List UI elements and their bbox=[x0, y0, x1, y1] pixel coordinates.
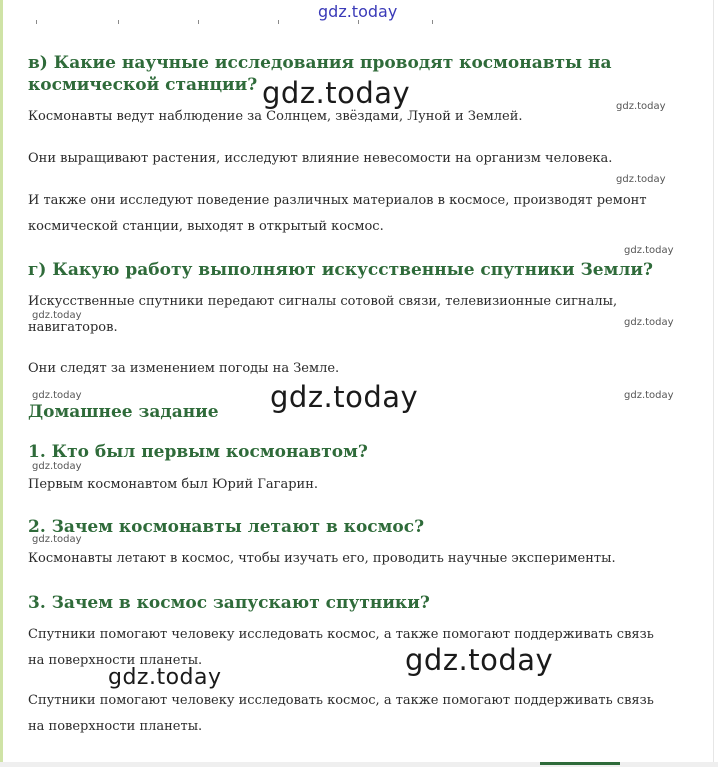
paragraph-v-3-line1: И также они исследуют поведение различных материалов в космосе, производят ремонт bbox=[28, 193, 647, 208]
heading-v-line2: космической станции? bbox=[28, 75, 258, 95]
right-border bbox=[713, 0, 714, 767]
watermark-small: gdz.today bbox=[32, 390, 82, 401]
watermark-large: gdz.today bbox=[108, 665, 222, 690]
heading-homework: Домашнее задание bbox=[28, 402, 219, 422]
answer-q3-1-line2: на поверхности планеты. bbox=[28, 653, 203, 668]
paragraph-g-1-line2: навигаторов. bbox=[28, 320, 118, 335]
watermark-small: gdz.today bbox=[624, 390, 674, 401]
paragraph-v-2: Они выращивают растения, исследуют влияние невесомости на организм человека. bbox=[28, 151, 613, 166]
watermark-small: gdz.today bbox=[616, 101, 666, 112]
bottom-accent bbox=[540, 762, 620, 765]
watermark-large: gdz.today bbox=[270, 380, 419, 414]
answer-q3-2-line2: на поверхности планеты. bbox=[28, 719, 203, 734]
answer-q3-1-line1: Спутники помогают человеку исследовать космос, а также помогают поддерживать связь bbox=[28, 627, 654, 642]
watermark-small: gdz.today bbox=[624, 317, 674, 328]
watermark-small: gdz.today bbox=[32, 461, 82, 472]
paragraph-v-3-line2: космической станции, выходят в открытый космос. bbox=[28, 219, 384, 234]
paragraph-v-1: Космонавты ведут наблюдение за Солнцем, звёздами, Луной и Землей. bbox=[28, 109, 523, 124]
watermark-large: gdz.today bbox=[405, 643, 554, 677]
answer-q3-2-line1: Спутники помогают человеку исследовать космос, а также помогают поддерживать связь bbox=[28, 693, 654, 708]
answer-q2: Космонавты летают в космос, чтобы изучать его, проводить научные эксперименты. bbox=[28, 551, 616, 566]
watermark-top: gdz.today bbox=[318, 2, 398, 21]
heading-v-line1: в) Какие научные исследования проводят космонавты на bbox=[28, 53, 612, 73]
heading-q3: 3. Зачем в космос запускают спутники? bbox=[28, 593, 430, 613]
watermark-large: gdz.today bbox=[262, 76, 411, 110]
answer-q1: Первым космонавтом был Юрий Гагарин. bbox=[28, 477, 318, 492]
paragraph-g-2: Они следят за изменением погоды на Земле. bbox=[28, 361, 340, 376]
watermark-small: gdz.today bbox=[616, 174, 666, 185]
paragraph-g-1-line1: Искусственные спутники передают сигналы сотовой связи, телевизионные сигналы, bbox=[28, 294, 618, 309]
heading-g: г) Какую работу выполняют искусственные спутники Земли? bbox=[28, 260, 653, 280]
heading-q1: 1. Кто был первым космонавтом? bbox=[28, 442, 368, 462]
watermark-small: gdz.today bbox=[32, 534, 82, 545]
left-border bbox=[0, 0, 3, 767]
heading-q2: 2. Зачем космонавты летают в космос? bbox=[28, 517, 425, 537]
watermark-small: gdz.today bbox=[624, 245, 674, 256]
watermark-small: gdz.today bbox=[32, 310, 82, 321]
